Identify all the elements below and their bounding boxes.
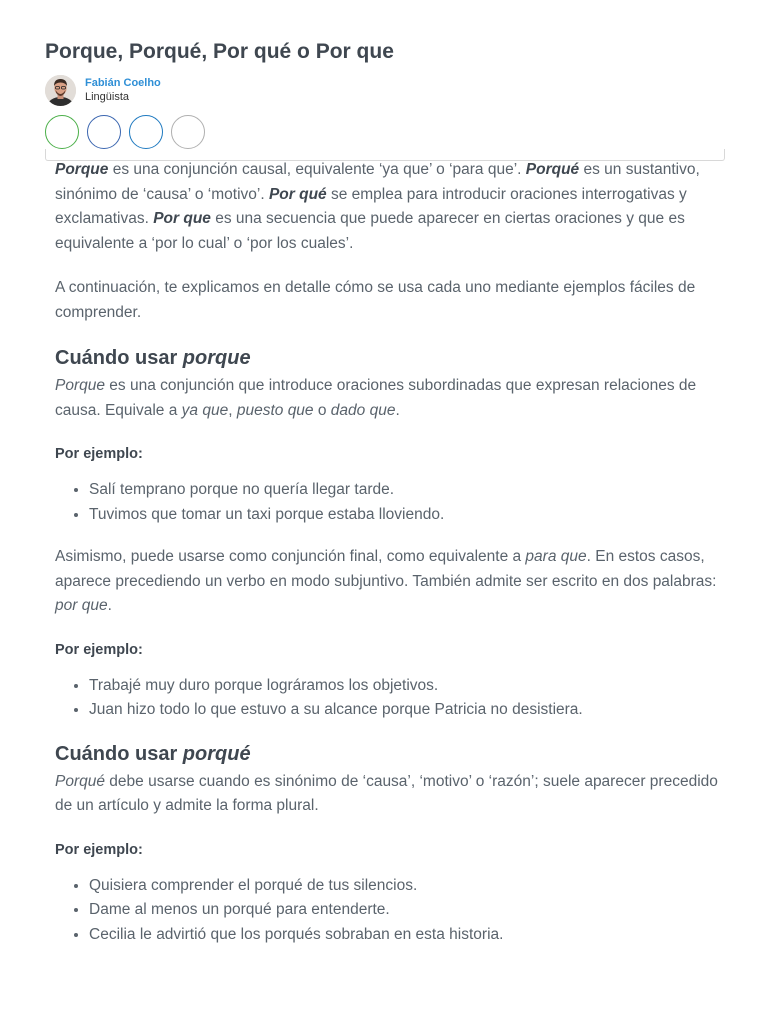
intro-text: es un sustantivo, sinónimo de ‘causa’ o ‘motivo’. xyxy=(55,161,700,203)
section-heading-porque-accent xyxy=(55,741,720,767)
page-title: Porque, Porqué, Por qué o Por que xyxy=(45,40,394,63)
paragraph-text: debe usarse cuando es sinónimo de ‘causa’, ‘motivo’ o ‘razón’; suele aparecer precedido de un artículo y admite la forma plural. xyxy=(55,772,718,814)
intro-text: se emplea para introducir oraciones interrogativas y exclamativas. xyxy=(55,185,687,227)
term-porque: Porque xyxy=(55,161,109,178)
italic-term: ya que xyxy=(181,401,229,419)
term-por-que-accent: Por qué xyxy=(268,185,327,203)
term-por-que: Por que xyxy=(153,210,211,227)
example-list xyxy=(55,674,720,723)
heading-term: porqué xyxy=(182,742,251,765)
italic-term: para que xyxy=(525,548,587,565)
example-list xyxy=(55,874,720,948)
section1-paragraph-2 xyxy=(55,545,720,619)
example-label: Por ejemplo: xyxy=(55,446,143,462)
example-list xyxy=(55,478,720,527)
share-bar xyxy=(45,115,725,151)
section2-paragraph-1 xyxy=(55,770,720,819)
paragraph-text: , xyxy=(228,401,237,419)
paragraph-text: . xyxy=(395,401,400,419)
article-body xyxy=(55,158,720,965)
example-label: Por ejemplo: xyxy=(55,641,143,658)
author-name-link[interactable]: Fabián Coelho xyxy=(85,77,161,89)
paragraph-text: es una conjunción que introduce oraciones subordinadas que expresan relaciones de causa. Equivale a xyxy=(55,377,697,419)
section-heading-porque xyxy=(55,345,720,371)
paragraph-text: . xyxy=(107,597,112,614)
term-porque-accent: Porqué xyxy=(525,161,580,178)
list-item: • Quisiera comprender el porqué de tus silencios. xyxy=(89,874,720,899)
whatsapp-share-button[interactable] xyxy=(45,115,79,149)
example-label: Por ejemplo: xyxy=(55,841,143,858)
list-item: • Juan hizo todo lo que estuvo a su alcance porque Patricia no desistiera. xyxy=(89,698,720,723)
avatar-photo-icon xyxy=(45,75,76,106)
twitter-share-button[interactable] xyxy=(129,115,163,149)
list-item: • Tuvimos que tomar un taxi porque estaba lloviendo. xyxy=(89,503,720,528)
section1-paragraph-1 xyxy=(55,374,720,423)
intro-paragraph xyxy=(55,158,720,256)
paragraph-text: o xyxy=(313,401,331,419)
italic-term: por que xyxy=(55,597,108,614)
paragraph-text: . En estos casos, aparece precediendo un verbo en modo subjuntivo. También admite ser escrito en dos palabras: xyxy=(55,548,717,590)
heading-prefix: Cuándo usar xyxy=(55,347,183,369)
intro-text: es una conjunción causal, equivalente ‘ya que’ o ‘para que’. xyxy=(108,161,526,178)
heading-prefix: Cuándo usar xyxy=(55,742,183,765)
list-item: • Cecilia le advirtió que los porqués sobraban en esta historia. xyxy=(89,923,720,948)
list-item: • Trabajé muy duro porque lográramos los objetivos. xyxy=(89,674,720,699)
italic-term: Porqué xyxy=(55,772,105,790)
heading-term: porque xyxy=(182,347,251,369)
author-role: Lingüista xyxy=(85,91,130,103)
intro-paragraph-2: A continuación, te explicamos en detalle cómo se usa cada uno mediante ejemplos fáciles de comprender. xyxy=(55,279,696,321)
facebook-share-button[interactable] xyxy=(87,115,121,149)
intro-text: es una secuencia que puede aparecer en ciertas oraciones y que es equivalente a ‘por lo cual’ o ‘por los cuales’. xyxy=(55,210,685,252)
italic-term: dado que xyxy=(330,401,396,419)
list-item: • Salí temprano porque no quería llegar tarde. xyxy=(89,478,720,503)
paragraph-text: Asimismo, puede usarse como conjunción final, como equivalente a xyxy=(55,548,526,565)
italic-term: Porque xyxy=(55,377,105,394)
italic-term: puesto que xyxy=(236,401,314,419)
list-item: • Dame al menos un porqué para entenderte. xyxy=(89,898,720,923)
email-share-button[interactable] xyxy=(171,115,205,149)
avatar[interactable] xyxy=(45,75,76,106)
